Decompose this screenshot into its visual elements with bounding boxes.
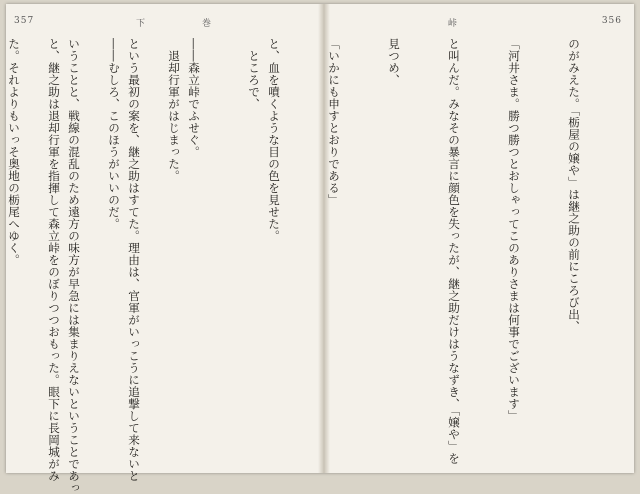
text-line: た。それよりもいっそ奥地の栃尾へゆく。: [7, 38, 21, 266]
text-line: ――むしろ、このほうがいいのだ。: [107, 38, 121, 230]
running-head-right: 峠: [448, 19, 459, 29]
text-line: のがみえた。「栃屋の嬢や」は継之助の前にころび出、: [567, 38, 581, 333]
text-line: と、継之助は退却行軍を指揮して森立峠をのぼりつつおもった。眼下に長岡城がみ: [47, 38, 61, 482]
text-line: ――森立峠でふせぐ。: [187, 38, 201, 158]
text-line: いうことと、戦線の混乱のため遠方の味方が早急には集まりえないということであっ: [67, 38, 81, 494]
page-number-left: 357: [14, 16, 35, 26]
book-spread: [6, 4, 634, 494]
text-line: 見つめ、: [387, 38, 401, 86]
text-line: と叫んだ。みなその暴言に顔色を失ったが、継之助だけはうなずき、「嬢や」を: [447, 38, 461, 465]
text-line: ところで、: [247, 38, 261, 110]
text-line: 「河井さま。勝つ勝つとおしゃってこのありさまは何事でございます」: [507, 38, 521, 422]
text-line: という最初の案を、継之助はすてた。理由は、官軍がいっこうに追撃して来ないと: [127, 38, 141, 482]
text-line: 「いかにも申すとおりである」: [327, 38, 341, 206]
text-line: [0, 38, 4, 446]
text-line: と、血を噴くような目の色を見せた。: [267, 38, 281, 242]
running-head-left-2: 巻: [202, 19, 213, 29]
text-line: 退却行軍がはじまった。: [167, 38, 181, 182]
running-head-left-1: 下: [136, 19, 147, 29]
page-number-right: 356: [601, 16, 622, 26]
